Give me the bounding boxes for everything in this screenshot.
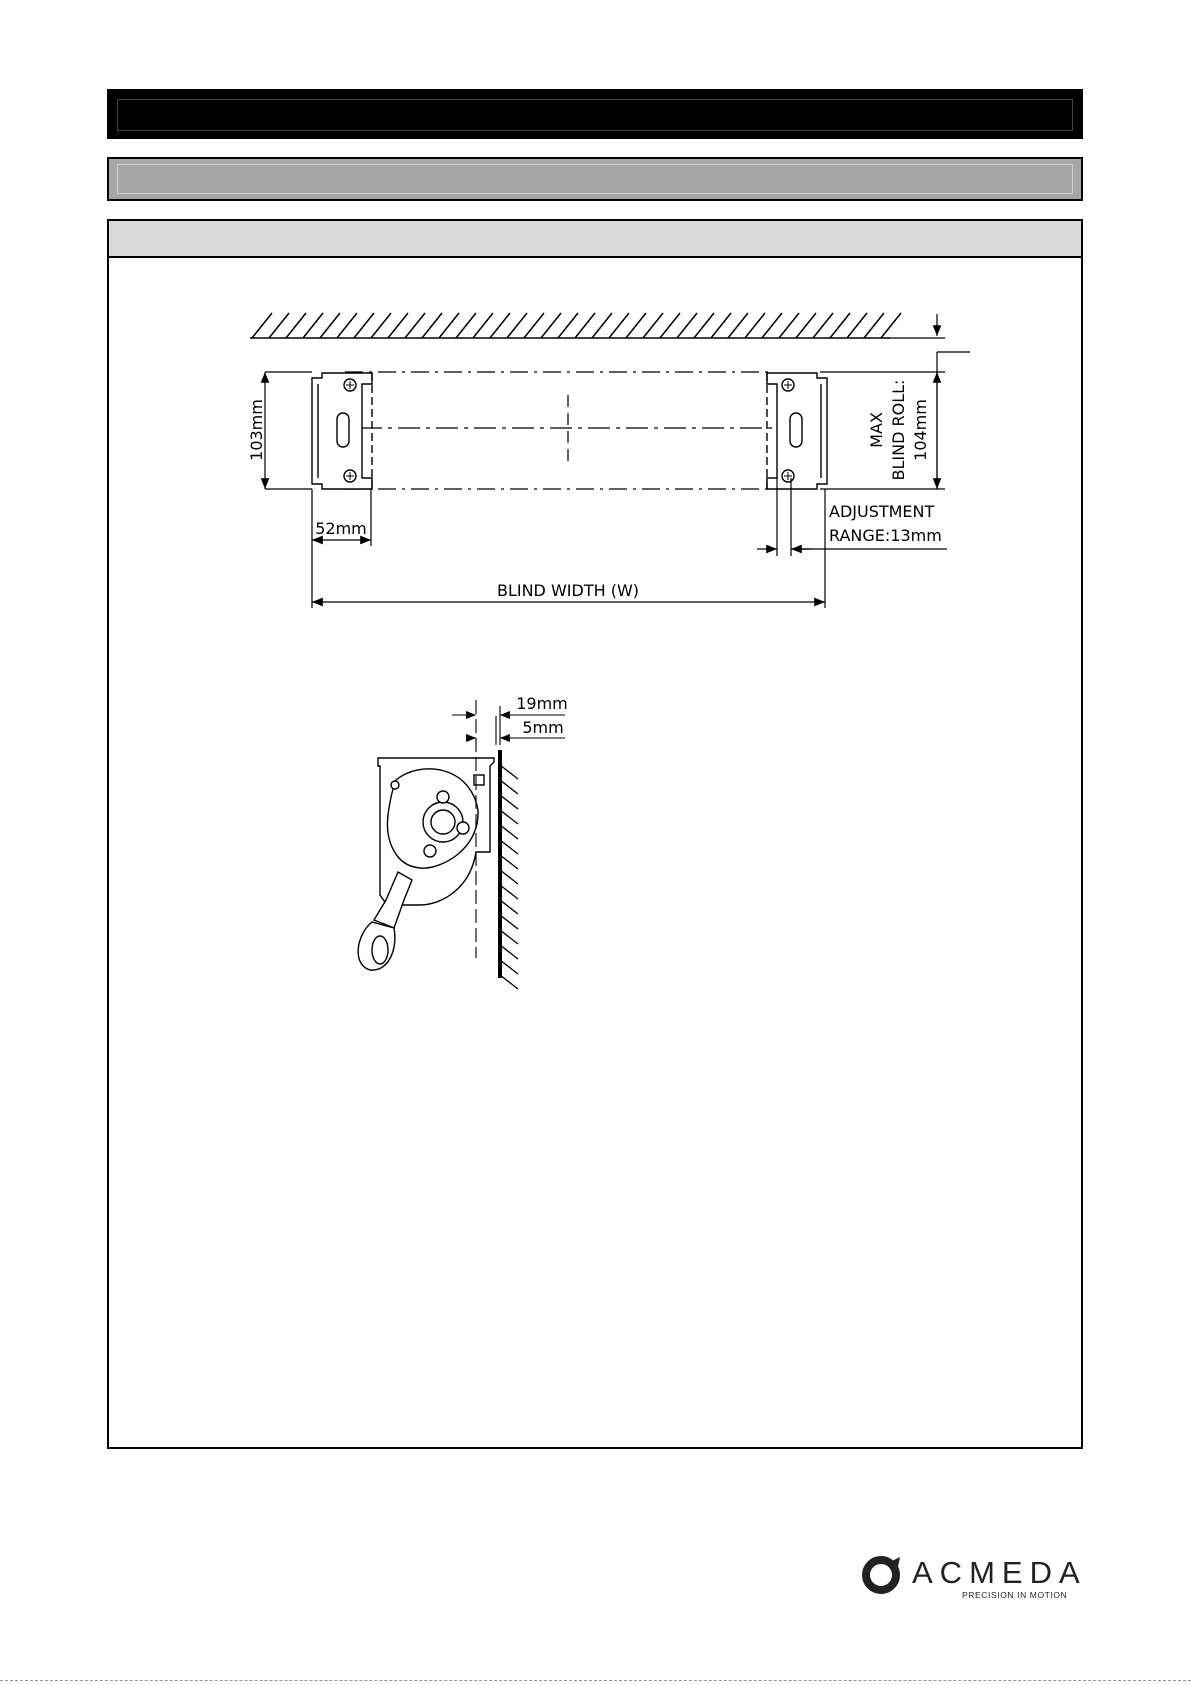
wall-hatch-line bbox=[500, 825, 518, 839]
hatch-line bbox=[303, 313, 323, 338]
left-bracket bbox=[312, 373, 372, 489]
hatch-line bbox=[830, 313, 850, 338]
hatch-line bbox=[456, 313, 476, 338]
adjustment-label-line2: RANGE:13mm bbox=[829, 526, 942, 545]
footer-rule bbox=[0, 1680, 1191, 1681]
bracket-width-label: 52mm bbox=[315, 519, 367, 538]
hatch-line bbox=[609, 313, 629, 338]
hatch-line bbox=[660, 313, 680, 338]
hatch-line bbox=[728, 313, 748, 338]
hatch-line bbox=[779, 313, 799, 338]
hatch-line bbox=[881, 313, 901, 338]
wall-hatch-line bbox=[500, 810, 518, 824]
hatch-line bbox=[286, 313, 306, 338]
hatch-line bbox=[524, 313, 544, 338]
side-dim-inner-label: 5mm bbox=[522, 718, 564, 737]
hatch-line bbox=[558, 313, 578, 338]
wall-hatch-line bbox=[500, 930, 518, 944]
hatch-line bbox=[507, 313, 527, 338]
roll-label-line3: 104mm bbox=[911, 399, 930, 461]
wall-hatch-line bbox=[500, 840, 518, 854]
hatch-line bbox=[269, 313, 289, 338]
side-dim-outer-label: 19mm bbox=[516, 694, 568, 713]
logo-ring-icon bbox=[860, 1553, 902, 1597]
blind-roll-outline bbox=[265, 372, 945, 489]
hatch-line bbox=[847, 313, 867, 338]
ceiling-hatch bbox=[250, 313, 901, 338]
hatch-line bbox=[405, 313, 425, 338]
wall-hatch-line bbox=[500, 915, 518, 929]
hatch-line bbox=[864, 313, 884, 338]
hatch-line bbox=[592, 313, 612, 338]
hatch-line bbox=[388, 313, 408, 338]
hatch-line bbox=[711, 313, 731, 338]
adjustment-label-line1: ADJUSTMENT bbox=[829, 502, 935, 521]
side-view-wall bbox=[500, 750, 518, 989]
wall-hatch-line bbox=[500, 975, 518, 989]
wall-hatch-line bbox=[500, 885, 518, 899]
hatch-line bbox=[575, 313, 595, 338]
wall-hatch-line bbox=[500, 765, 518, 779]
hatch-line bbox=[439, 313, 459, 338]
right-bracket bbox=[767, 373, 827, 489]
height-label: 103mm bbox=[247, 399, 266, 461]
hatch-line bbox=[473, 313, 493, 338]
hatch-line bbox=[796, 313, 816, 338]
hatch-line bbox=[252, 313, 272, 338]
hatch-line bbox=[354, 313, 374, 338]
hatch-line bbox=[745, 313, 765, 338]
wall-hatch-line bbox=[500, 795, 518, 809]
side-view-bracket bbox=[358, 758, 494, 970]
wall-hatch-line bbox=[500, 780, 518, 794]
wall-hatch-line bbox=[500, 960, 518, 974]
hatch-line bbox=[422, 313, 442, 338]
hatch-line bbox=[694, 313, 714, 338]
roll-label-line2: BLIND ROLL: bbox=[889, 379, 908, 481]
hatch-line bbox=[371, 313, 391, 338]
hatch-line bbox=[643, 313, 663, 338]
roll-label-line1: MAX bbox=[867, 412, 886, 448]
hatch-line bbox=[337, 313, 357, 338]
wall-hatch-line bbox=[500, 855, 518, 869]
logo-wordmark: ACMEDA bbox=[912, 1555, 1087, 1590]
hatch-line bbox=[626, 313, 646, 338]
hatch-line bbox=[541, 313, 561, 338]
wall-hatch-line bbox=[500, 945, 518, 959]
wall-hatch-line bbox=[500, 870, 518, 884]
hatch-line bbox=[813, 313, 833, 338]
wall-hatch-line bbox=[500, 900, 518, 914]
hatch-line bbox=[677, 313, 697, 338]
hatch-line bbox=[490, 313, 510, 338]
logo-tagline: PRECISION IN MOTION bbox=[962, 1590, 1068, 1600]
hatch-line bbox=[320, 313, 340, 338]
blind-width-label: BLIND WIDTH (W) bbox=[496, 581, 640, 600]
acmeda-logo bbox=[860, 1553, 1087, 1603]
hatch-line bbox=[762, 313, 782, 338]
